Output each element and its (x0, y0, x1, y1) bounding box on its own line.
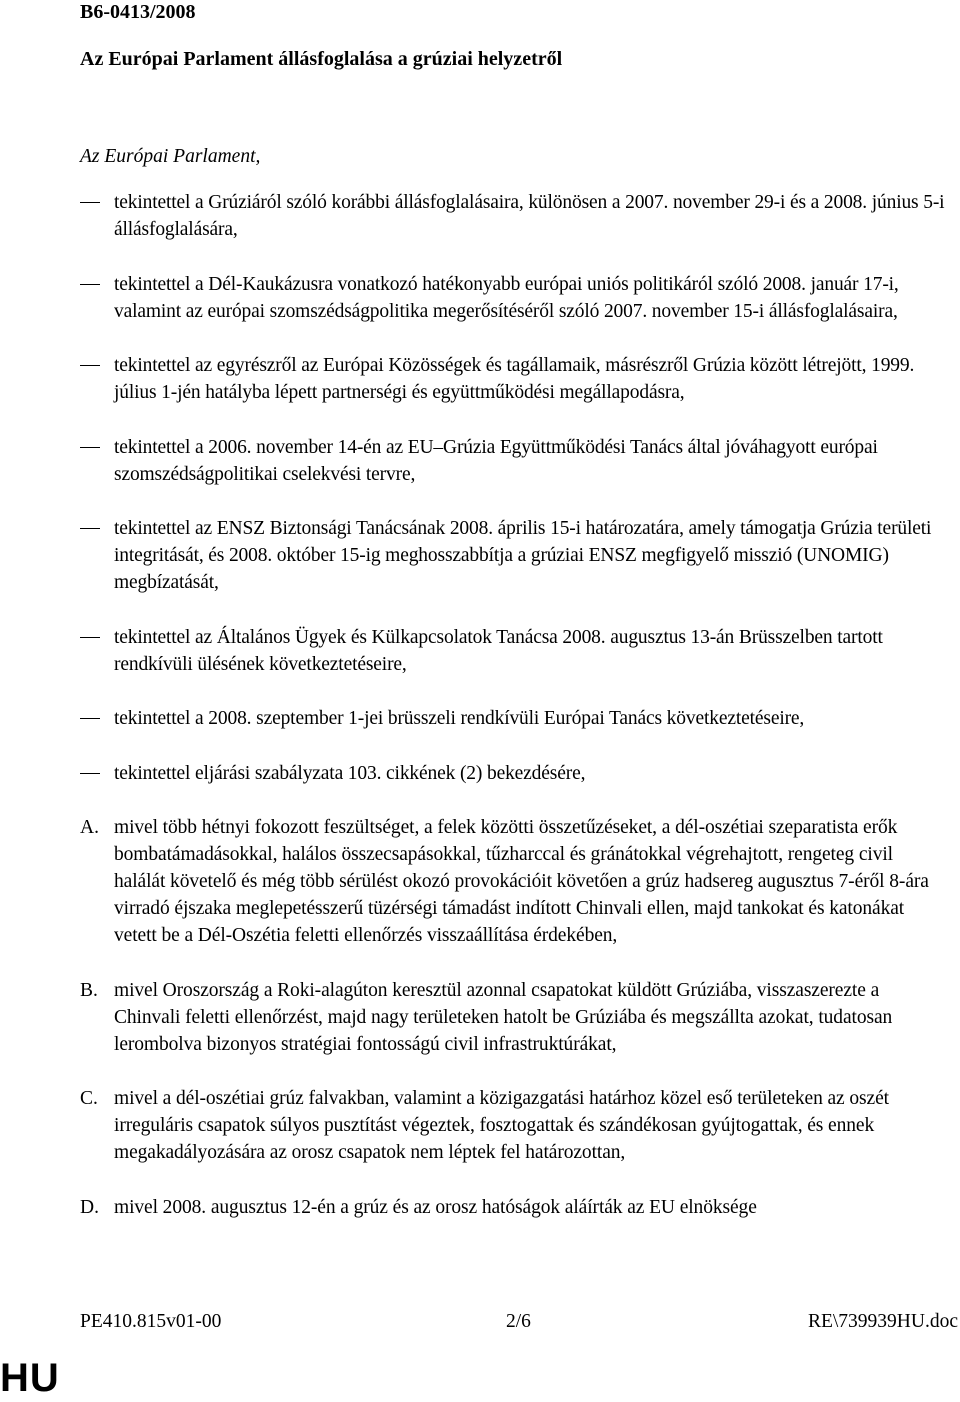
intro-line: Az Európai Parlament, (80, 146, 261, 167)
citation-item (80, 515, 960, 596)
citation-text: tekintettel az Általános Ügyek és Külkapcsolatok Tanácsa 2008. augusztus 13-án Brüsszelben tartott rendkívüli ülésének következtetéseire, (114, 626, 883, 675)
recital-marker: A. (80, 817, 99, 838)
citation-text: tekintettel a Grúziáról szóló korábbi állásfoglalásaira, különösen a 2007. november 29-i és a 2008. június 5-i állásfoglalására, (114, 192, 945, 240)
dash-marker (80, 284, 100, 285)
recital-item (80, 977, 960, 1058)
citation-item (80, 760, 960, 787)
citation-text: tekintettel a 2008. szeptember 1-jei brüsszeli rendkívüli Európai Tanács következtetéseire, (114, 708, 805, 729)
citation-item (80, 434, 960, 488)
citation-item (80, 624, 960, 678)
recital-marker: B. (80, 979, 98, 1001)
recital-item (80, 814, 960, 949)
document-reference: B6-0413/2008 (80, 1, 196, 23)
citation-text: tekintettel eljárási szabályzata 103. cikkének (2) bekezdésére, (114, 762, 586, 784)
page-footer (80, 1308, 958, 1336)
dash-marker (80, 718, 100, 719)
citation-text: tekintettel az egyrészről az Európai Közösségek és tagállamaik, másrészről Grúzia között létrejött, 1999. július 1-jén hatályba lépett partnerségi és együttműködési megállapodásra, (114, 355, 915, 403)
footer-document-number: PE410.815v01-00 (80, 1311, 222, 1332)
recital-text: mivel 2008. augusztus 12-én a grúz és az orosz hatóságok aláírták az EU elnöksége (114, 1196, 757, 1218)
recital-marker: D. (80, 1196, 99, 1218)
citation-item (80, 189, 960, 243)
recital-text: mivel Oroszország a Roki-alagúton keresztül azonnal csapatokat küldött Grúziába, visszaszerezte a Chinvali feletti ellenőrzést, majd nagy területeken hatolt be Grúziába és megszállta azokat, tudatosan lerombolva bizonyos stratégiai fontosságú civil infrastruktúrákat, (114, 979, 893, 1055)
citation-text: tekintettel a 2006. november 14-én az EU–Grúzia Együttműködési Tanács által jóváhagyott európai szomszédságpolitikai cselekvési tervre, (114, 436, 878, 485)
recital-text: mivel több hétnyi fokozott feszültséget, a felek közötti összetűzéseket, a dél-oszétiai szeparatista erők bombatámadásokkal, halálos összecsapásokkal, tűzharccal és gránátokkal végrehajtott, rengeteg civil halálát követelő és még több sérülést okozó provokációit követően a grúz hadsereg augusztus 7-éről 8-ára virradó éjszaka meglepetésszerű tüzérségi támadást indított Chinvali ellen, majd tankokat és katonákat vetett be a Dél-Oszétia feletti ellenőrzés visszaállítása érdekében, (114, 817, 929, 946)
dash-marker (80, 637, 100, 638)
citation-item (80, 271, 960, 325)
dash-marker (80, 773, 100, 774)
document-body (80, 189, 960, 1248)
citation-text: tekintettel az ENSZ Biztonsági Tanácsának 2008. április 15-i határozatára, amely támogatja Grúzia területi integritását, és 2008. október 15-ig meghosszabbítja a grúziai ENSZ megfigyelő misszió (UNOMIG) megbízatását, (114, 518, 932, 593)
recital-item (80, 1194, 960, 1221)
document-title: Az Európai Parlament állásfoglalása a grúziai helyzetről (80, 48, 563, 70)
recital-text: mivel a dél-oszétiai grúz falvakban, valamint a közigazgatási határhoz közel eső területeken az oszét irreguláris csapatok súlyos pusztítást végeztek, fosztogattak és szándékosan gyújtogattak, és ennek megakadályozására az orosz csapatok nem léptek fel határozottan, (114, 1088, 889, 1163)
footer-file-name: RE\739939HU.doc (807, 1311, 958, 1332)
citation-item (80, 352, 960, 406)
recital-item (80, 1085, 960, 1166)
recital-marker: C. (80, 1088, 98, 1109)
dash-marker (80, 365, 100, 366)
dash-marker (80, 202, 100, 203)
dash-marker (80, 447, 100, 448)
citation-item (80, 705, 960, 732)
language-code: HU (0, 1356, 60, 1400)
dash-marker (80, 528, 100, 529)
footer-page-number: 2/6 (506, 1311, 531, 1332)
citation-text: tekintettel a Dél-Kaukázusra vonatkozó hatékonyabb európai uniós politikáról szóló 2008. január 17-i, valamint az európai szomszédságpolitika megerősítéséről szóló 2007. november 15-i állásfoglalásaira, (114, 273, 899, 322)
